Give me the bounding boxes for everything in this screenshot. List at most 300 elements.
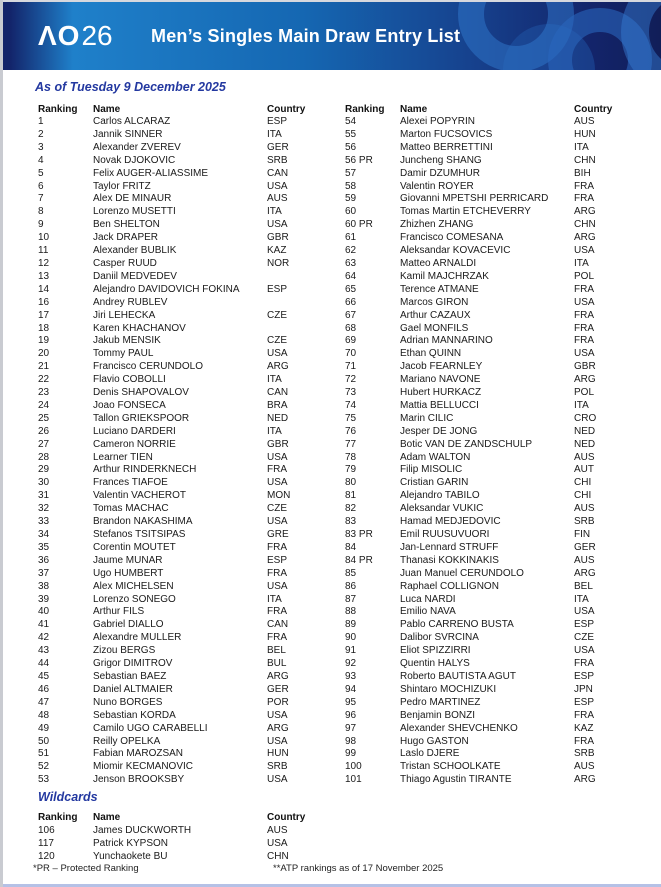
rank-cell: 60 <box>345 206 357 218</box>
table-row <box>345 400 641 413</box>
name-cell: Denis SHAPOVALOV <box>93 387 189 399</box>
country-cell: FRA <box>267 541 287 553</box>
table-row <box>345 116 641 129</box>
name-cell: Zhizhen ZHANG <box>400 219 474 231</box>
table-row <box>345 374 641 387</box>
country-cell: ITA <box>267 374 282 386</box>
country-cell: CAN <box>267 167 289 179</box>
country-cell: BEL <box>267 645 286 657</box>
rank-cell: 19 <box>38 335 50 347</box>
table-row <box>38 748 338 761</box>
table-row <box>345 245 641 258</box>
country-cell: ESP <box>267 116 288 127</box>
name-cell: Alejandro DAVIDOVICH FOKINA <box>93 283 240 295</box>
country-cell: ITA <box>574 257 589 269</box>
col-header-name: Name <box>93 104 121 115</box>
name-cell: Jaume MUNAR <box>93 554 163 566</box>
country-cell: FRA <box>574 283 594 295</box>
rank-cell: 28 <box>38 451 50 463</box>
name-cell: Pablo CARRENO BUSTA <box>400 619 514 631</box>
country-cell: POL <box>574 270 595 282</box>
ao-logo-year: 26 <box>81 20 113 51</box>
country-cell: GRE <box>267 529 289 540</box>
country-cell: USA <box>574 245 595 257</box>
country-cell: SRB <box>267 761 288 773</box>
table-row <box>38 761 338 774</box>
table-row <box>345 748 641 761</box>
rank-cell: 51 <box>38 748 50 760</box>
name-cell: Dalibor SVRCINA <box>400 632 479 644</box>
rank-cell: 99 <box>345 748 357 760</box>
rank-cell: 57 <box>345 167 357 179</box>
country-cell: NED <box>574 425 596 437</box>
country-cell <box>267 271 338 284</box>
table-row <box>38 297 338 310</box>
name-cell: Sebastian BAEZ <box>93 670 167 682</box>
rank-cell: 16 <box>38 296 50 308</box>
name-cell: Karen KHACHANOV <box>93 322 186 334</box>
country-cell: FRA <box>574 335 594 347</box>
country-cell: FRA <box>574 322 594 334</box>
rank-cell: 87 <box>345 593 357 605</box>
country-cell: ESP <box>574 696 595 708</box>
table-row <box>38 323 338 336</box>
name-cell: Gael MONFILS <box>400 322 469 334</box>
rank-cell: 52 <box>38 761 50 773</box>
table-row <box>38 464 338 477</box>
country-cell: FRA <box>267 606 287 618</box>
rank-cell: 98 <box>345 735 357 747</box>
country-cell: USA <box>267 348 288 360</box>
table-row <box>345 348 641 361</box>
table-row <box>38 594 338 607</box>
rank-cell: 24 <box>38 399 50 411</box>
name-cell: Eliot SPIZZIRRI <box>400 645 471 657</box>
entry-table-right <box>345 103 641 787</box>
name-cell: Sebastian KORDA <box>93 709 176 721</box>
name-cell: Aleksandar KOVACEVIC <box>400 245 511 257</box>
country-cell: CZE <box>267 309 287 321</box>
table-row <box>345 555 641 568</box>
table-row <box>345 529 641 542</box>
table-row <box>38 310 338 323</box>
table-row <box>345 297 641 310</box>
as-of-date: As of Tuesday 9 December 2025 <box>35 80 226 94</box>
rank-cell: 45 <box>38 670 50 682</box>
name-cell: Frances TIAFOE <box>93 477 168 489</box>
rank-cell: 11 <box>38 245 49 257</box>
country-cell: ITA <box>267 128 282 140</box>
table-row <box>345 684 641 697</box>
country-cell: SRB <box>574 748 595 760</box>
rank-cell: 1 <box>38 116 44 127</box>
table-row <box>345 697 641 710</box>
col-header-country: Country <box>267 104 306 115</box>
rank-cell: 7 <box>38 193 44 205</box>
table-row <box>38 232 338 245</box>
rank-cell: 68 <box>345 322 357 334</box>
country-cell: AUS <box>574 761 595 773</box>
rank-cell: 63 <box>345 257 357 269</box>
country-cell: ARG <box>574 374 596 386</box>
name-cell: Matteo BERRETTINI <box>400 141 493 153</box>
rank-cell: 23 <box>38 387 50 399</box>
country-cell: BEL <box>574 580 593 592</box>
name-cell: Zizou BERGS <box>93 645 156 657</box>
col-header-name: Name <box>400 104 428 115</box>
table-row <box>38 426 338 439</box>
table-row <box>345 219 641 232</box>
country-cell: CZE <box>574 632 594 644</box>
country-cell: ITA <box>574 593 589 605</box>
rank-cell: 106 <box>38 825 55 836</box>
name-cell: Lorenzo MUSETTI <box>93 206 176 218</box>
table-row <box>38 168 338 181</box>
name-cell: Yunchaokete BU <box>93 851 168 862</box>
country-cell: AUS <box>574 116 595 127</box>
country-cell: CHI <box>574 490 592 502</box>
name-cell: Luciano DARDERI <box>93 425 176 437</box>
name-cell: Hubert HURKACZ <box>400 387 482 399</box>
rank-cell: 82 <box>345 503 357 515</box>
rank-cell: 21 <box>38 361 50 373</box>
page-left-edge <box>0 0 3 887</box>
table-row <box>38 658 338 671</box>
country-cell: ITA <box>574 399 589 411</box>
country-cell: FRA <box>267 464 287 476</box>
name-cell: Patrick KYPSON <box>93 838 169 849</box>
country-cell: FRA <box>574 309 594 321</box>
country-cell: ESP <box>267 283 288 295</box>
col-header-name: Name <box>93 812 121 823</box>
rank-cell: 61 <box>345 232 357 244</box>
name-cell: Ugo HUMBERT <box>93 567 164 579</box>
rank-cell: 18 <box>38 322 50 334</box>
country-cell: NED <box>267 412 289 424</box>
rank-cell: 55 <box>345 128 357 140</box>
rank-cell: 54 <box>345 116 357 127</box>
country-cell: AUT <box>574 464 594 476</box>
rank-cell: 84 PR <box>345 554 373 566</box>
name-cell: Tristan SCHOOLKATE <box>400 761 501 773</box>
wildcards-title: Wildcards <box>38 790 98 804</box>
table-row <box>345 581 641 594</box>
table-row <box>38 245 338 258</box>
name-cell: Luca NARDI <box>400 593 456 605</box>
rank-cell: 94 <box>345 683 357 695</box>
name-cell: Corentin MOUTET <box>93 541 176 553</box>
col-header-country: Country <box>267 812 306 823</box>
rank-cell: 65 <box>345 283 357 295</box>
rank-cell: 92 <box>345 658 357 670</box>
table-row <box>345 439 641 452</box>
name-cell: Carlos ALCARAZ <box>93 116 171 127</box>
rank-cell: 62 <box>345 245 357 257</box>
table-header-left <box>38 103 338 116</box>
country-cell: ARG <box>574 567 596 579</box>
country-cell <box>267 297 338 310</box>
country-cell: USA <box>574 606 595 618</box>
ao26-logo <box>38 17 113 60</box>
table-row <box>38 400 338 413</box>
name-cell: Grigor DIMITROV <box>93 658 173 670</box>
country-cell: MON <box>267 490 291 502</box>
name-cell: Alejandro TABILO <box>400 490 480 502</box>
col-header-ranking: Ranking <box>345 104 385 115</box>
country-cell: ESP <box>574 619 595 631</box>
country-cell <box>267 323 338 336</box>
name-cell: Quentin HALYS <box>400 658 470 670</box>
country-cell: USA <box>267 451 288 463</box>
table-row <box>38 335 338 348</box>
country-cell: FRA <box>574 709 594 721</box>
footnote-atp-rankings: **ATP rankings as of 17 November 2025 <box>273 863 444 874</box>
rank-cell: 46 <box>38 683 50 695</box>
table-rows-left <box>38 116 338 787</box>
name-cell: Ethan QUINN <box>400 348 462 360</box>
name-cell: Lorenzo SONEGO <box>93 593 176 605</box>
country-cell: CZE <box>267 503 287 515</box>
table-row <box>345 645 641 658</box>
country-cell: GBR <box>267 232 289 244</box>
table-row <box>345 477 641 490</box>
rank-cell: 80 <box>345 477 357 489</box>
table-row <box>38 116 338 129</box>
table-row <box>345 632 641 645</box>
country-cell: CHI <box>574 477 592 489</box>
table-row <box>345 490 641 503</box>
name-cell: Felix AUGER-ALIASSIME <box>93 167 209 179</box>
name-cell: Jiri LEHECKA <box>93 309 156 321</box>
rank-cell: 88 <box>345 606 357 618</box>
country-cell: HUN <box>267 748 289 760</box>
country-cell: GER <box>574 541 596 553</box>
country-cell: ITA <box>267 425 282 437</box>
country-cell: FRA <box>574 193 594 205</box>
name-cell: Miomir KECMANOVIC <box>93 761 194 773</box>
col-header-ranking: Ranking <box>38 812 78 823</box>
table-row <box>345 464 641 477</box>
col-header-ranking: Ranking <box>38 104 78 115</box>
country-cell: USA <box>267 838 288 849</box>
rank-cell: 13 <box>38 270 50 282</box>
name-cell: Daniel ALTMAIER <box>93 683 173 695</box>
name-cell: Terence ATMANE <box>400 283 479 295</box>
wildcards-section <box>38 790 338 863</box>
country-cell: BIH <box>574 167 591 179</box>
name-cell: Joao FONSECA <box>93 399 166 411</box>
rank-cell: 12 <box>38 257 50 269</box>
name-cell: Marcos GIRON <box>400 296 469 308</box>
name-cell: Raphael COLLIGNON <box>400 580 499 592</box>
country-cell: NED <box>574 438 596 450</box>
table-row <box>345 129 641 142</box>
country-cell: KAZ <box>574 722 594 734</box>
country-cell: SRB <box>267 154 288 166</box>
rank-cell: 89 <box>345 619 357 631</box>
table-row <box>38 374 338 387</box>
header-banner <box>3 2 661 70</box>
table-row <box>345 361 641 374</box>
table-row <box>345 568 641 581</box>
name-cell: Flavio COBOLLI <box>93 374 166 386</box>
table-row <box>345 503 641 516</box>
name-cell: Adrian MANNARINO <box>400 335 493 347</box>
name-cell: Hugo GASTON <box>400 735 469 747</box>
table-row <box>38 850 338 863</box>
rank-cell: 75 <box>345 412 357 424</box>
rank-cell: 60 PR <box>345 219 373 231</box>
table-row <box>38 774 338 787</box>
name-cell: Francisco CERUNDOLO <box>93 361 204 373</box>
table-row <box>345 671 641 684</box>
table-row <box>345 232 641 245</box>
name-cell: Taylor FRITZ <box>93 180 151 192</box>
country-cell: AUS <box>267 193 288 205</box>
name-cell: Jesper DE JONG <box>400 425 478 437</box>
entry-table-left <box>38 103 338 787</box>
rank-cell: 31 <box>38 490 50 502</box>
country-cell: AUS <box>267 825 288 836</box>
table-row <box>38 684 338 697</box>
country-cell: AUS <box>574 503 595 515</box>
name-cell: Pedro MARTINEZ <box>400 696 481 708</box>
table-row <box>38 439 338 452</box>
table-row <box>38 490 338 503</box>
country-cell: USA <box>574 296 595 308</box>
rank-cell: 100 <box>345 761 362 773</box>
table-row <box>38 413 338 426</box>
rank-cell: 27 <box>38 438 50 450</box>
country-cell: ITA <box>267 206 282 218</box>
table-row <box>38 671 338 684</box>
rank-cell: 66 <box>345 296 357 308</box>
country-cell: ITA <box>267 593 282 605</box>
table-row <box>38 129 338 142</box>
country-cell: CHN <box>574 219 596 231</box>
rank-cell: 43 <box>38 645 50 657</box>
country-cell: ARG <box>574 232 596 244</box>
rank-cell: 120 <box>38 851 55 862</box>
table-row <box>38 824 338 837</box>
name-cell: Jacob FEARNLEY <box>400 361 483 373</box>
name-cell: Laslo DJERE <box>400 748 460 760</box>
table-rows-right <box>345 116 641 787</box>
rank-cell: 91 <box>345 645 357 657</box>
table-header-right <box>345 103 641 116</box>
rank-cell: 83 <box>345 516 357 528</box>
name-cell: Daniil MEDVEDEV <box>93 270 177 282</box>
rank-cell: 25 <box>38 412 50 424</box>
name-cell: Filip MISOLIC <box>400 464 463 476</box>
table-row <box>38 181 338 194</box>
name-cell: Jan-Lennard STRUFF <box>400 541 499 553</box>
table-row <box>345 413 641 426</box>
name-cell: Brandon NAKASHIMA <box>93 516 193 528</box>
name-cell: Francisco COMESANA <box>400 232 504 244</box>
table-row <box>345 452 641 465</box>
country-cell: USA <box>267 516 288 528</box>
table-row <box>345 658 641 671</box>
rank-cell: 70 <box>345 348 357 360</box>
table-row <box>38 387 338 400</box>
country-cell: ARG <box>574 206 596 218</box>
country-cell: USA <box>267 180 288 192</box>
name-cell: Tomas Martin ETCHEVERRY <box>400 206 531 218</box>
table-row <box>38 516 338 529</box>
country-cell: USA <box>574 645 595 657</box>
name-cell: Arthur FILS <box>93 606 145 618</box>
rank-cell: 59 <box>345 193 357 205</box>
name-cell: Gabriel DIALLO <box>93 619 164 631</box>
table-row <box>345 619 641 632</box>
table-row <box>345 426 641 439</box>
rank-cell: 49 <box>38 722 50 734</box>
table-row <box>38 606 338 619</box>
table-row <box>38 361 338 374</box>
name-cell: Fabian MAROZSAN <box>93 748 184 760</box>
country-cell: USA <box>267 709 288 721</box>
country-cell: FRA <box>574 735 594 747</box>
table-row <box>345 168 641 181</box>
rank-cell: 42 <box>38 632 50 644</box>
name-cell: Alexei POPYRIN <box>400 116 476 127</box>
table-row <box>345 594 641 607</box>
rank-cell: 38 <box>38 580 50 592</box>
rank-cell: 84 <box>345 541 357 553</box>
rank-cell: 78 <box>345 451 357 463</box>
rank-cell: 44 <box>38 658 50 670</box>
table-row <box>38 155 338 168</box>
rank-cell: 6 <box>38 180 44 192</box>
table-row <box>38 568 338 581</box>
col-header-country: Country <box>574 104 613 115</box>
country-cell: POR <box>267 696 289 708</box>
rank-cell: 22 <box>38 374 50 386</box>
name-cell: Jakub MENSIK <box>93 335 161 347</box>
table-row <box>38 697 338 710</box>
table-row <box>345 323 641 336</box>
table-row <box>345 774 641 787</box>
rank-cell: 37 <box>38 567 50 579</box>
table-row <box>345 284 641 297</box>
country-cell: CAN <box>267 387 289 399</box>
table-row <box>38 736 338 749</box>
table-row <box>345 142 641 155</box>
name-cell: Alexandre MULLER <box>93 632 182 644</box>
rank-cell: 67 <box>345 309 357 321</box>
rank-cell: 47 <box>38 696 50 708</box>
country-cell: GER <box>267 141 289 153</box>
rank-cell: 71 <box>345 361 357 373</box>
name-cell: Marin CILIC <box>400 412 454 424</box>
rank-cell: 56 <box>345 141 357 153</box>
rank-cell: 40 <box>38 606 50 618</box>
name-cell: Alexander SHEVCHENKO <box>400 722 518 734</box>
country-cell: GBR <box>267 438 289 450</box>
table-row <box>38 258 338 271</box>
page-title: Men’s Singles Main Draw Entry List <box>151 26 461 46</box>
name-cell: Tommy PAUL <box>93 348 154 360</box>
name-cell: Marton FUCSOVICS <box>400 128 493 140</box>
table-row <box>345 736 641 749</box>
table-row <box>345 761 641 774</box>
name-cell: Stefanos TSITSIPAS <box>93 529 186 540</box>
name-cell: Alex DE MINAUR <box>93 193 172 205</box>
name-cell: Giovanni MPETSHI PERRICARD <box>400 193 549 205</box>
name-cell: Reilly OPELKA <box>93 735 161 747</box>
country-cell: ITA <box>574 141 589 153</box>
